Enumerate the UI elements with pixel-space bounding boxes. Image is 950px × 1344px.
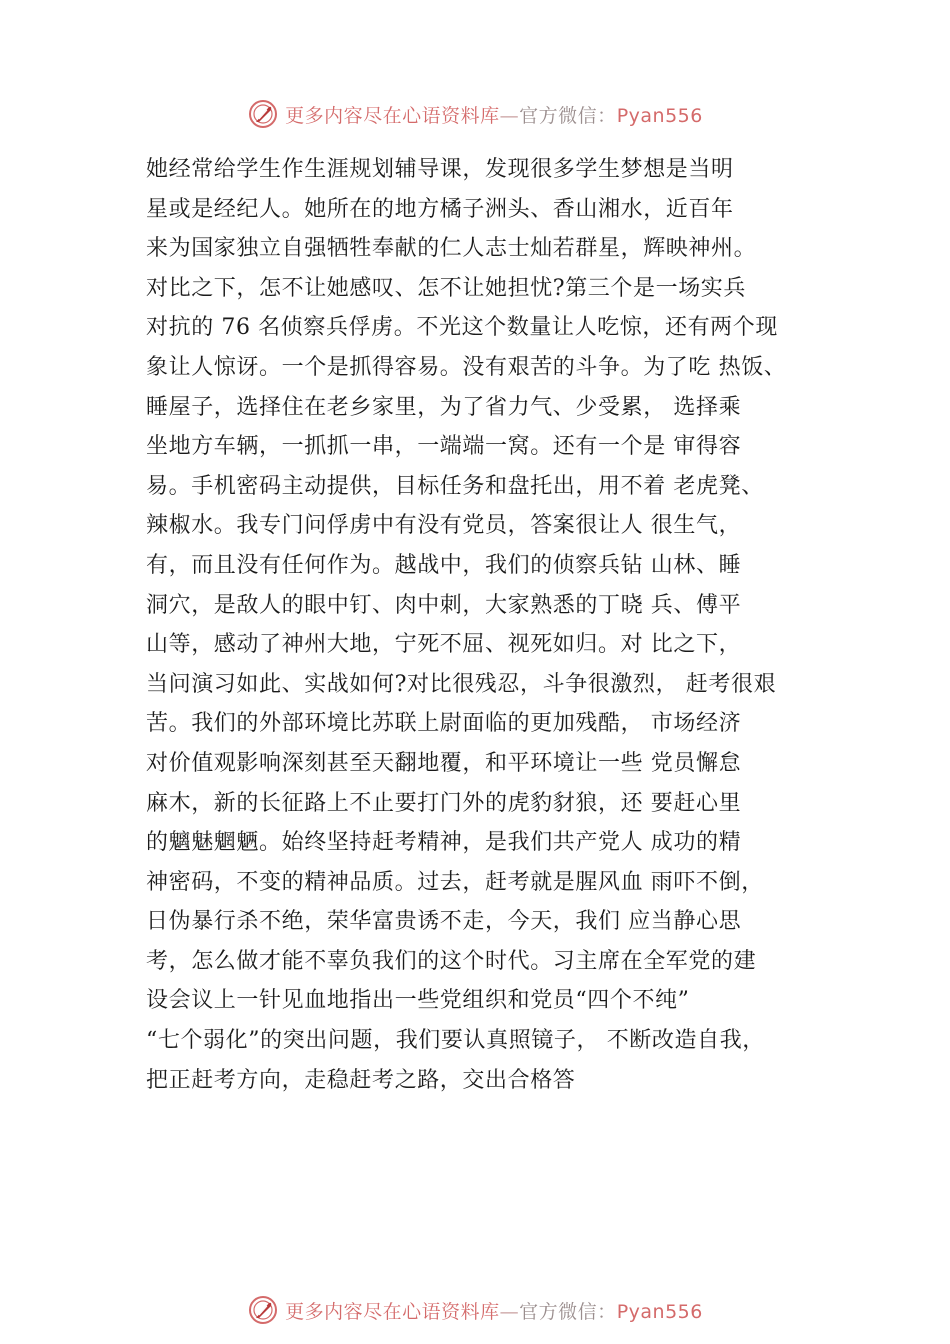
header-site-text: 更多内容尽在心语资料库 bbox=[285, 104, 500, 127]
text-line: 易。手机密码主动提供，目标任务和盘托出，用不着 老虎凳、 bbox=[146, 473, 764, 499]
text-line: 的魑魅魍魉。始终坚持赶考精神，是我们共产党人 成功的精 bbox=[146, 830, 742, 856]
text-line: 坐地方车辆，一抓抓一串，一端端一窝。还有一个是 审得容 bbox=[146, 434, 742, 460]
header-account: Pyan556 bbox=[616, 104, 703, 127]
text-line: 她经常给学生作生涯规划辅导课，发现很多学生梦想是当明 bbox=[146, 157, 734, 182]
text-line: 睡屋子，选择住在老乡家里，为了省力气、少受累， 选择乘 bbox=[146, 394, 742, 420]
text-line: 苦。我们的外部环境比苏联上尉面临的更加残酷， 市场经济 bbox=[146, 711, 742, 737]
text-line: 星或是经纪人。她所在的地方橘子洲头、香山湘水，近百年 bbox=[146, 196, 734, 222]
text-line: “七个弱化”的突出问题，我们要认真照镜子， 不断改造自我， bbox=[146, 1028, 765, 1054]
document-body bbox=[146, 150, 846, 1100]
text-line: 来为国家独立自强牺牲奉献的仁人志士灿若群星，辉映神州。 bbox=[146, 236, 757, 262]
text-line: 对比之下，怎不让她感叹、怎不让她担忧?第三个是一场实兵 bbox=[146, 275, 746, 301]
text-line: 神密码，不变的精神品质。过去，赶考就是腥风血 雨吓不倒， bbox=[146, 869, 764, 895]
footer-text bbox=[285, 1297, 703, 1324]
text-line: 对抗的 76 名侦察兵俘虏。不光这个数量让人吃惊，还有两个现 bbox=[146, 315, 778, 341]
text-line: 象让人惊讶。一个是抓得容易。没有艰苦的斗争。为了吃 热饭、 bbox=[146, 354, 787, 380]
header-banner bbox=[0, 94, 950, 134]
feather-pen-logo-icon bbox=[247, 98, 279, 130]
text-line: 考，怎么做才能不辜负我们的这个时代。习主席在全军党的建 bbox=[146, 948, 757, 974]
text-line: 有，而且没有任何作为。越战中，我们的侦察兵钻 山林、睡 bbox=[146, 552, 742, 578]
footer-site-text: 更多内容尽在心语资料库 bbox=[285, 1300, 500, 1323]
text-line: 辣椒水。我专门问俘虏中有没有党员，答案很让人 很生气， bbox=[146, 513, 742, 539]
text-line: 当问演习如此、实战如何?对比很残忍，斗争很激烈， 赶考很艰 bbox=[146, 671, 777, 697]
footer-banner bbox=[0, 1290, 950, 1330]
footer-account: Pyan556 bbox=[616, 1300, 703, 1323]
feather-pen-logo-icon bbox=[247, 1294, 279, 1326]
text-line: 山等，感动了神州大地，宁死不屈、视死如归。对 比之下， bbox=[146, 632, 742, 658]
text-line: 日伪暴行杀不绝，荣华富贵诱不走，今天，我们 应当静心思 bbox=[146, 909, 742, 935]
footer-label: 官方微信： bbox=[519, 1300, 617, 1323]
text-line: 对价值观影响深刻甚至天翻地覆，和平环境让一些 党员懈怠 bbox=[146, 750, 742, 776]
header-text bbox=[285, 101, 703, 128]
text-line: 把正赶考方向，走稳赶考之路，交出合格答 bbox=[146, 1067, 576, 1093]
text-line: 设会议上一针见血地指出一些党组织和党员“四个不纯” bbox=[146, 988, 690, 1014]
text-line: 麻木，新的长征路上不止要打门外的虎豹豺狼，还 要赶心里 bbox=[146, 790, 742, 816]
text-line: 洞穴，是敌人的眼中钉、肉中刺，大家熟悉的丁晓 兵、傅平 bbox=[146, 592, 742, 618]
header-label: 官方微信： bbox=[519, 104, 617, 127]
header-dash: — bbox=[499, 104, 520, 127]
footer-dash: — bbox=[499, 1300, 520, 1323]
